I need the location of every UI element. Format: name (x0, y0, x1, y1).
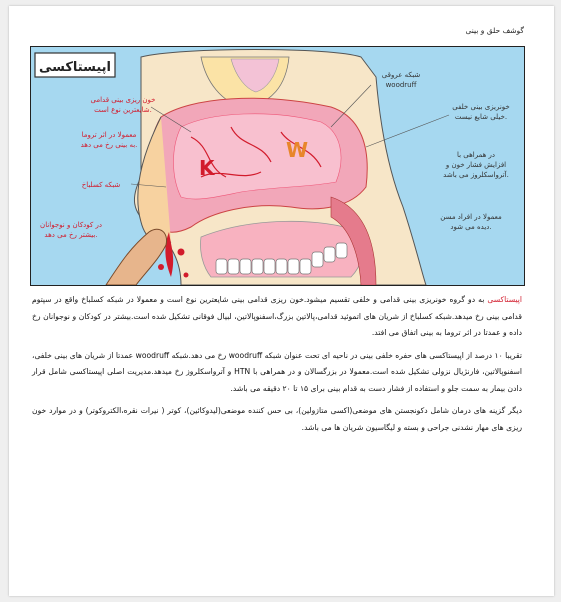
document-page (9, 6, 554, 596)
paragraph-2: تقریبا ۱۰ درصد از اپیستاکسی های حفره خلفی بینی در ناحیه ای تحت عنوان شبکه woodruff رخ می دهد.شبکه woodruff عمدتا از شریان های بینی خلفی، اسفنوپالاتین، فارنژیال نزولی تشکیل شده است.معمولا در بزرگسالان و در همراهی با HTN و آترواسکلروز رخ میدهد.مدیریت اصلی اپیستاکسی شامل قرار دادن بیمار به سمت جلو و استفاده از فشار دست به قدام بینی برای ۱۵ تا ۲۰ دقیقه می باشد. (32, 350, 522, 393)
label-anterior-bleeding-2: شایعترین نوع است. (94, 106, 152, 114)
label-kiesselbach: شبکه کسلباخ (81, 181, 121, 189)
label-children-2: بیشتر رخ می دهد. (44, 231, 98, 239)
label-posterior-1: خونریزی بینی خلفی (452, 103, 510, 111)
label-elderly-1: معمولا در افراد مسن (440, 213, 502, 221)
epistaxis-illustration (30, 46, 525, 286)
label-woodruff-1: شبکه عروقی (381, 71, 421, 79)
label-elderly-2: دیده می شود. (450, 223, 492, 231)
label-anterior-bleeding-1: خون ریزی بینی قدامی (90, 96, 156, 104)
kiesselbach-letter: K (199, 156, 215, 180)
paragraph-1-text: به دو گروه خونریزی بینی قدامی و خلفی تقسیم میشود.خون ریزی قدامی بینی شایعترین نوع است و معمولا در شبکه کسلباخ واقع در سپتوم قدامی بینی رخ میدهد.شبکه کسلباخ از شریان های اتموئید قدامی،پالاتین بزرگ،اسفنوپالاتین، لبیال فوقانی تشکیل شده است.بیشتر در کودکان و نوجوانان رخ داده و عمدتا در اثر تروما به بینی اتفاق می افتد. (32, 295, 522, 337)
label-htn-3: آترواسکلروز می باشد. (443, 171, 509, 179)
label-htn-2: افزایش فشار خون و (445, 161, 507, 169)
label-htn-1: در همراهی با (456, 151, 496, 159)
label-trauma-2: به بینی رخ می دهد. (80, 141, 138, 149)
nasal-anatomy-svg (31, 47, 524, 285)
label-children-1: در کودکان و نوجوانان (40, 221, 102, 229)
label-posterior-2: خیلی شایع نیست. (454, 113, 508, 121)
article-body (32, 292, 522, 442)
page-header: گوشف حلق و بینی (465, 26, 524, 35)
paragraph-1 (32, 292, 522, 342)
label-woodruff-2: woodruff (385, 81, 417, 89)
woodruff-letter: W (286, 138, 309, 162)
label-trauma-1: معمولا در اثر تروما (81, 131, 137, 139)
figure-title: اپیستاکسی (38, 60, 112, 75)
paragraph-3: دیگر گزینه های درمان شامل دکونجستن های موضعی(اکسی متازولین)، بی حس کننده موضعی(لیدوکائین)، کوتر ( نیرات نقره،الکتروکوتر) و در موارد خون ریزی های مهار نشدنی جراحی و بسته و لیگاسیون شریان ها می باشد. (32, 406, 522, 432)
term-epistaxis: اپیستاکسی (487, 295, 522, 304)
